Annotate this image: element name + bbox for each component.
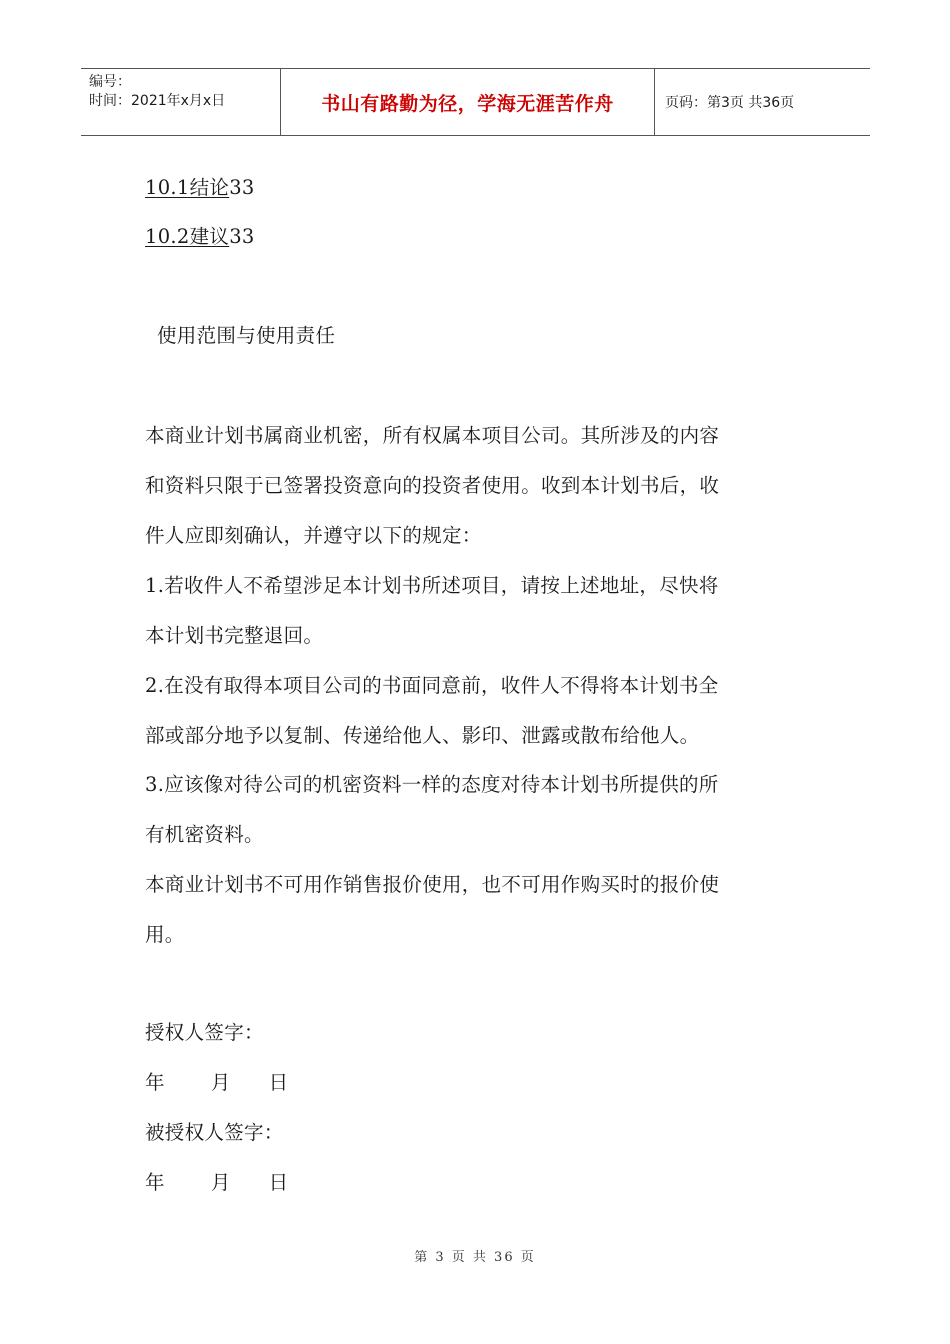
toc-entry-10-2[interactable] <box>145 221 255 249</box>
toc-entry-10-1[interactable] <box>145 172 255 200</box>
header-page-info: 页码：第3页 共36页 <box>665 95 795 111</box>
document-number-label: 编号： <box>89 74 131 90</box>
paragraph-line: 部或部分地予以复制、传递给他人、影印、泄露或散布给他人。 <box>145 724 700 747</box>
date-month: 月 <box>210 1171 231 1194</box>
document-date-label: 时间：2021年x月x日 <box>89 93 226 109</box>
paragraph-line: 3.应该像对待公司的机密资料一样的态度对待本计划书所提供的所 <box>145 773 719 796</box>
paragraph-line: 本计划书完整退回。 <box>145 624 324 647</box>
page-footer: 第 3 页 共 36 页 <box>414 1250 536 1265</box>
date-month: 月 <box>210 1071 231 1094</box>
paragraph-line: 本商业计划书属商业机密，所有权属本项目公司。其所涉及的内容 <box>145 424 720 447</box>
authorizer-signature-label: 授权人签字： <box>145 1021 264 1044</box>
date-year: 年 <box>145 1171 165 1194</box>
date-year: 年 <box>145 1071 165 1094</box>
paragraph-line: 有机密资料。 <box>145 823 264 846</box>
toc-entry-label[interactable]: 10.1结论 <box>145 176 230 199</box>
authorizer-date-row <box>145 1067 288 1095</box>
paragraph-line: 件人应即刻确认，并遵守以下的规定： <box>145 524 482 547</box>
date-day: 日 <box>268 1171 289 1194</box>
header-meta <box>81 69 281 135</box>
paragraph-line: 用。 <box>145 923 185 946</box>
page-header <box>81 68 870 136</box>
paragraph-line: 2.在没有取得本项目公司的书面同意前，收件人不得将本计划书全 <box>145 674 719 697</box>
toc-entry-label[interactable]: 10.2建议 <box>145 225 230 248</box>
paragraph-line: 和资料只限于已签署投资意向的投资者使用。收到本计划书后，收 <box>145 474 720 497</box>
authorized-signature-label: 被授权人签字： <box>145 1121 284 1144</box>
paragraph-line: 本商业计划书不可用作销售报价使用，也不可用作购买时的报价使 <box>145 873 720 896</box>
header-motto: 书山有路勤为径，学海无涯苦作舟 <box>281 69 655 135</box>
date-day: 日 <box>268 1071 289 1094</box>
paragraph-line: 1.若收件人不希望涉足本计划书所述项目，请按上述地址，尽快将 <box>145 574 719 597</box>
authorized-date-row <box>145 1167 288 1195</box>
toc-entry-page: 33 <box>229 176 255 199</box>
section-title: 使用范围与使用责任 <box>157 324 336 347</box>
toc-entry-page: 33 <box>229 225 255 248</box>
